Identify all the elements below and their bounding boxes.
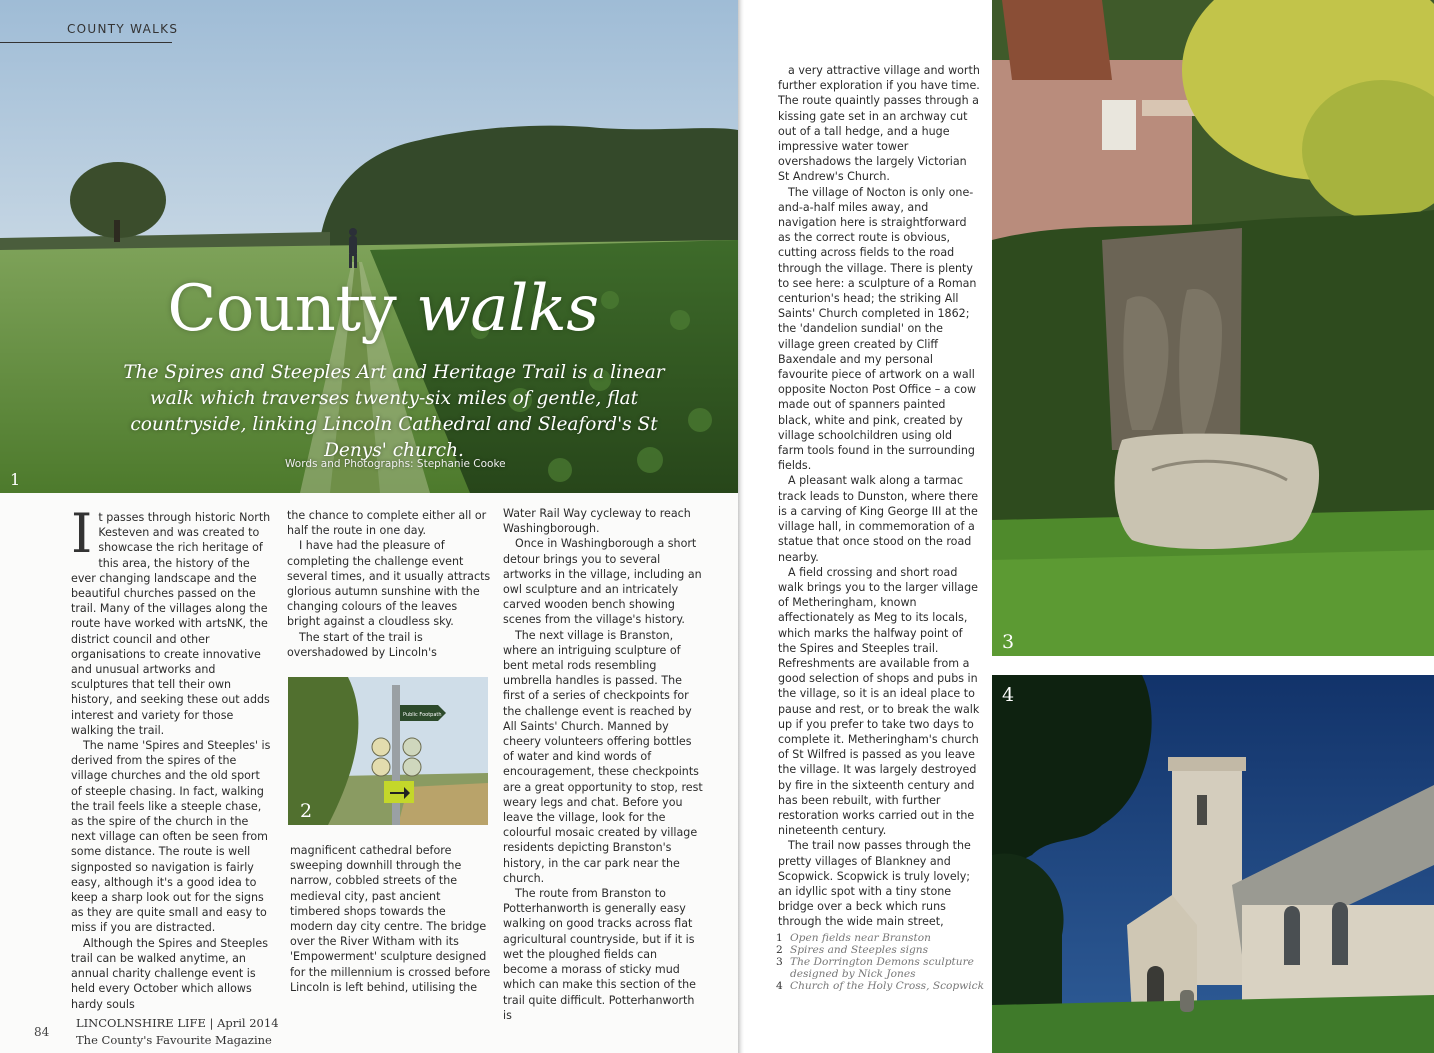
body-paragraph: magnificent cathedral before sweeping downhill through the narrow, cobbled streets of the medieval city, past ancient timbered shops towards the modern day city centre. The bridge over the River Witham with its 'Empowerment' sculpture designed for the millennium is crossed before Lincoln is left behind, utilising the [290, 844, 491, 994]
body-paragraph: The name 'Spires and Steeples' is derived from the spires of the village churches and the old sport of steeple chasing. In fact, walking the trail feels like a steeple chase, as the spire of the church in the next village can often be seen from some distance. The route is well signposted so navigation is fairly easy, although it's a good idea to keep a sharp look out for the signs as they are quite small and easy to miss if you are distracted. [71, 739, 271, 935]
body-paragraph: a very attractive village and worth further exploration if you have time. The route quaintly passes through a kissing gate set in an archway cut out of a tall hedge, and a huge impressive water tower overshadows the largely Victorian St Andrew's Church. [778, 64, 980, 184]
body-paragraph: Water Rail Way cycleway to reach Washingborough. [503, 507, 691, 536]
magazine-tagline: The County's Favourite Magazine [76, 1033, 272, 1047]
body-paragraph: The trail now passes through the pretty villages of Blankney and Scopwick. Scopwick is truly lovely; an idyllic spot with a tiny stone bridge over a beck which runs through the wide main street, [778, 839, 971, 929]
headline-word-2: walks [416, 272, 599, 346]
photo-number-4: 4 [1002, 684, 1015, 706]
photo-captions [776, 932, 986, 992]
body-column-1 [71, 502, 271, 1012]
caption-text: The Dorrington Demons sculpture designed by Nick Jones [790, 956, 974, 980]
body-paragraph: The village of Nocton is only one-and-a-half miles away, and navigation here is straightforward as the correct route is obvious, cutting across fields to the road through the village. There is plenty to see here: a sculpture of a Roman centurion's head; the striking All Saints' Church completed in 1862; the 'dandelion sundial' on the village green created by Cliff Baxendale and my personal favourite piece of artwork on a wall opposite Nocton Post Office – a cow made out of spanners painted black, white and pink, created by village schoolchildren using old farm tools found in the surrounding fields. [778, 185, 977, 473]
body-paragraph: A pleasant walk along a tarmac track leads to Dunston, where there is a carving of King George III at the village hall, in commemoration of a statue that once stood on the road nearby. [778, 474, 979, 564]
caption-number: 1 [776, 932, 783, 944]
caption-text: Spires and Steeples signs [790, 944, 929, 956]
church-photo [992, 675, 1434, 1053]
body-column-2-continued [290, 843, 491, 995]
photo-number-1: 1 [10, 470, 21, 489]
photo-number-3: 3 [1002, 631, 1015, 653]
caption-number: 2 [776, 944, 783, 956]
body-text: t passes through historic North Kesteven and was created to showcase the rich heritage of this area, the history of the ever changing landscape and the beautiful churches passed on the trail. Many of the villages along the route have worked with artsNK, the district council and other organisations to create innovative and unusual artworks and sculptures that tell their own history, and seeking these out adds interest and variety for those walking the trail. [71, 511, 271, 737]
photo-number-2: 2 [300, 800, 313, 822]
headline-word-1: County [167, 272, 397, 346]
caption-text: Open fields near Branston [790, 932, 931, 944]
caption-row [776, 932, 986, 944]
body-column-4 [778, 63, 980, 930]
body-column-3 [503, 506, 704, 1023]
page-number: 84 [34, 1025, 50, 1039]
body-paragraph: I have had the pleasure of completing the challenge event several times, and it usually attracts glorious autumn sunshine with the changing colours of the leaves bright against a cloudless sky. [287, 539, 491, 629]
sculpture-photo [992, 0, 1434, 656]
caption-row [776, 944, 986, 956]
body-column-2 [287, 508, 491, 660]
body-paragraph: The next village is Branston, where an intriguing sculpture of bent metal rods resembling umbrella handles is passed. The first of a series of checkpoints for the challenge event is reached by All Saints' Church. Manned by cheery volunteers offering bottles of water and kind words of encouragement, these checkpoints are a great opportunity to stop, rest weary legs and chat. Before you leave the village, look for the colourful mosaic created by village residents depicting Branston's history, in the car park near the church. [503, 628, 703, 885]
body-paragraph: Although the Spires and Steeples trail can be walked anytime, an annual charity challenge event is held every October which allows hardy souls [71, 936, 268, 1011]
body-paragraph: The route from Branston to Potterhanworth is generally easy walking on good tracks across flat agricultural countryside, but if it is wet the ploughed fields can become a morass of sticky mud which can make this section of the trail quite difficult. Potterhanworth is [503, 887, 696, 1022]
drop-cap: I [71, 502, 93, 565]
body-paragraph: Once in Washingborough a short detour brings you to several artworks in the village, including an owl sculpture and an intricately carved wooden bench showing scenes from the village's history. [503, 537, 702, 627]
signpost-photo [288, 677, 488, 825]
section-rule [0, 42, 172, 43]
standfirst: The Spires and Steeples Art and Heritage Trail is a linear walk which traverses twenty-six miles of gentle, flat countryside, linking Lincoln Cathedral and Sleaford's St Denys' church. [123, 362, 665, 461]
spread-gutter [738, 0, 744, 1053]
caption-row [776, 980, 986, 992]
body-paragraph [71, 502, 271, 738]
caption-row [776, 956, 986, 980]
magazine-name: LINCOLNSHIRE LIFE | April 2014 [76, 1016, 279, 1030]
signpost-sign-text: Public Footpath [403, 712, 442, 718]
body-paragraph: A field crossing and short road walk brings you to the larger village of Metheringham, known affectionately as Meg to its locals, which marks the halfway point of the Spires and Steeples trail. Refreshments are available from a good selection of shops and pubs in the village, so it is an ideal place to pause and rest, or to break the walk up if you prefer to take two days to complete it. Metheringham's church of St Wilfred is passed as you leave the village. It was largely destroyed by fire in the sixteenth century and has been rebuilt, with further restoration works carried out in the nineteenth century. [778, 565, 980, 838]
byline: Words and Photographs: Stephanie Cooke [285, 458, 506, 470]
body-paragraph: The start of the trail is overshadowed by Lincoln's [287, 630, 437, 659]
caption-number: 4 [776, 980, 783, 992]
caption-number: 3 [776, 956, 783, 968]
headline [0, 272, 766, 346]
body-paragraph: the chance to complete either all or half the route in one day. [287, 509, 487, 538]
caption-text: Church of the Holy Cross, Scopwick [790, 980, 984, 992]
section-label: COUNTY WALKS [67, 22, 179, 36]
